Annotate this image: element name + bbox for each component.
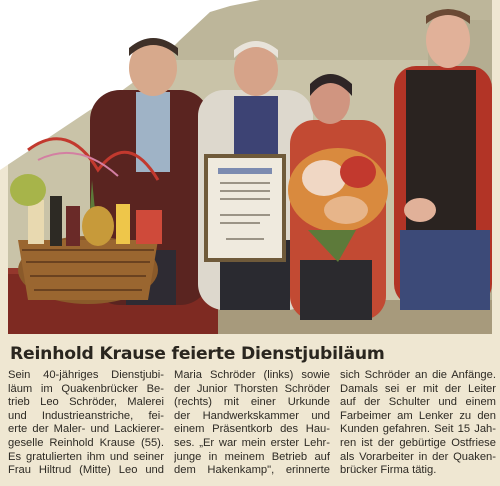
text-line: sich Schröder an die Anfänge. [340, 369, 496, 381]
text-line: der Handwerkskammer und [174, 409, 330, 422]
article-column-2 [174, 369, 330, 483]
article-column-1 [8, 369, 164, 483]
photo-scene [8, 0, 492, 334]
certificate [204, 154, 286, 262]
text-line: auf der Schulter und einem [340, 396, 496, 409]
text-line: ses. „Er war mein erster Lehr- [174, 436, 330, 449]
article-body [8, 369, 498, 483]
text-line: (rechts) mit einer Urkunde [174, 396, 330, 409]
article-column-3 [340, 369, 496, 483]
text-line: brücker Firma tätig. [340, 464, 437, 477]
text-line: einem Präsentkorb des Hau- [174, 423, 330, 436]
text-line: und Industrieanstriche, fei- [8, 409, 164, 422]
text-line: Sein 40-jähriges Dienstjubi- [8, 369, 164, 381]
article-headline: Reinhold Krause feierte Dienstjubiläum [10, 344, 385, 364]
text-line: geselle Reinhold Krause (55). [8, 436, 164, 449]
text-line: ren ist der gebürtige Ostfriese [340, 436, 496, 449]
text-line: Maria Schröder (links) sowie [174, 369, 330, 381]
text-line: junge in meinem Betrieb auf [174, 450, 330, 463]
text-line: als Vorarbeiter in der Quaken- [340, 450, 496, 463]
text-line: trieb Leo Schröder, Malerei [8, 396, 164, 409]
text-line: Farbeimer am Lenker zu den [340, 409, 496, 422]
text-line: Kunden gefahren. Seit 15 Jah- [340, 423, 496, 436]
text-line: der Junior Thorsten Schröder [174, 382, 330, 395]
news-photo [8, 0, 492, 334]
text-line: Damals sei er mit der Leiter [340, 382, 496, 395]
text-line: Es gratulierten ihm und seiner [8, 450, 164, 463]
text-line: läum im Quakenbrücker Be- [8, 382, 164, 395]
text-line: erte der Maler- und Lackierer- [8, 423, 164, 436]
text-line: Frau Hiltrud (Mitte) Leo und [8, 464, 164, 477]
text-line: dem Hakenkamp", erinnerte [174, 464, 330, 477]
